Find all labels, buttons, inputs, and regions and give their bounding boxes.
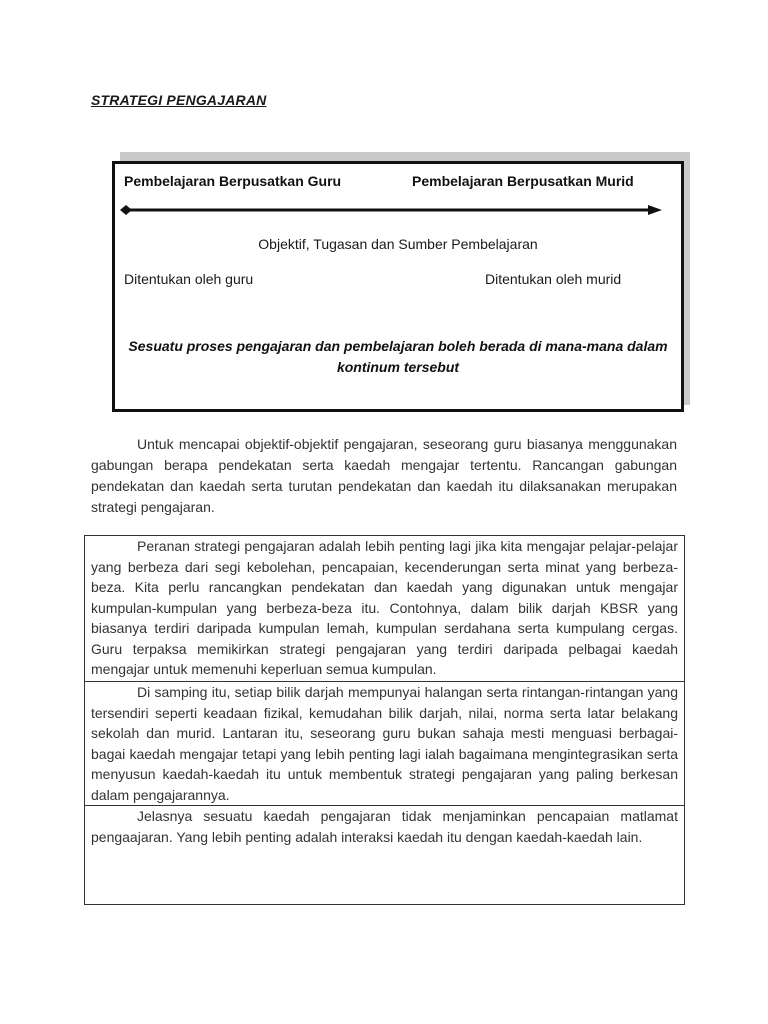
- student-centered-heading: Pembelajaran Berpusatkan Murid: [412, 173, 634, 189]
- intro-text: Untuk mencapai objektif-objektif pengajaran, seseorang guru biasanya menggunakan gabungan berapa pendekatan serta kaedah mengajar tertentu. Rancangan gabungan pendekatan dan kaedah serta turutan pendekatan dan kaedah itu dilaksanakan merupakan strategi pengajaran.: [91, 436, 677, 515]
- intro-paragraph: [91, 434, 677, 518]
- arrow-head: [648, 205, 662, 215]
- table-row: [85, 682, 684, 806]
- content-table: [84, 535, 685, 905]
- teacher-centered-heading: Pembelajaran Berpusatkan Guru: [124, 173, 342, 189]
- table-row: [85, 536, 684, 682]
- table-paragraph-text: Peranan strategi pengajaran adalah lebih penting lagi jika kita mengajar pelajar-pelajar yang berbeza dari segi kebolehan, pencapaian, kecenderungan serta minat yang berbeza-beza. Kita perlu rancangkan pendekatan dan kaedah yang digunakan untuk mengajar kumpulan-kumpulan yang berbeza-beza itu. Contohnya, dalam bilik darjah KBSR yang biasanya terdiri daripada kumpulan lemah, kumpulan serdahana serta kumpulang cergas. Guru terpaksa memikirkan strategi pengajaran yang terdiri daripada pelbagai kaedah mengajar untuk memenuhi keperluan semua kumpulan.: [91, 538, 678, 677]
- continuum-label: Objektif, Tugasan dan Sumber Pembelajaran: [258, 236, 538, 252]
- table-paragraph: [91, 536, 678, 680]
- teacher-determined-label: Ditentukan oleh guru: [124, 271, 254, 287]
- continuum-note: Sesuatu proses pengajaran dan pembelajaran boleh berada di mana-mana dalam kontinum tersebut: [128, 338, 668, 375]
- continuum-diagram: [112, 161, 684, 412]
- table-paragraph-text: Jelasnya sesuatu kaedah pengajaran tidak menjaminkan pencapaian matlamat pengaajaran. Yang lebih penting adalah interaksi kaedah itu dengan kaedah-kaedah lain.: [91, 808, 678, 845]
- continuum-arrow: [120, 202, 662, 218]
- table-paragraph: [91, 806, 678, 847]
- page-title: STRATEGI PENGAJARAN: [91, 92, 267, 108]
- table-paragraph-text: Di samping itu, setiap bilik darjah mempunyai halangan serta rintangan-rintangan yang tersendiri seperti keadaan fizikal, kemudahan bilik darjah, nilai, norma serta latar belakang sekolah dan murid. Lantaran itu, seseorang guru bukan sahaja mesti menguasi berbagai-bagai kaedah mengajar tetapi yang lebih penting lagi ialah bagaimana mengintegrasikan serta menyusun kaedah-kaedah itu untuk membentuk strategi pengajaran yang paling berkesan dalam pengajarannya.: [91, 684, 678, 803]
- student-determined-label: Ditentukan oleh murid: [485, 271, 622, 287]
- table-row: [85, 806, 684, 904]
- table-paragraph: [91, 682, 678, 805]
